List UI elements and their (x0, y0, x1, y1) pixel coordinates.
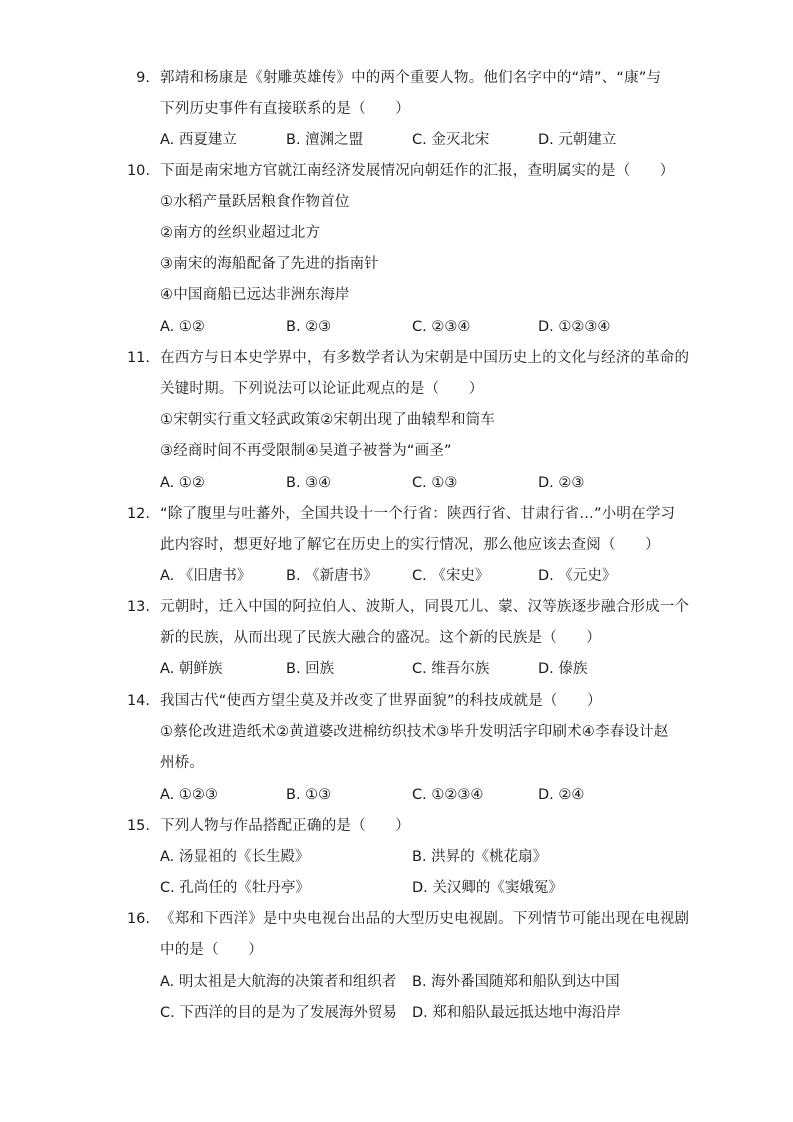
option-d: D. 郑和船队最远抵达地中海沿岸 (412, 1005, 621, 1021)
question-number: 14. (126, 693, 150, 709)
option-c: C. 《宋史》 (412, 568, 490, 584)
option-a: A. ①② (160, 475, 205, 491)
question-stem-line: “除了腹里与吐蕃外，全国共设十一个行省：陕西行省、甘肃行省…”小明在学习 (160, 506, 676, 522)
option-b: B. 《新唐书》 (286, 568, 378, 584)
question-stem-line: 新的民族，从而出现了民族大融合的盛况。这个新的民族是（ ） (160, 630, 601, 646)
option-c: C. 孔尚任的《牡丹亭》 (160, 880, 310, 896)
option-c: C. ②③④ (412, 319, 471, 335)
question-number: 9. (136, 70, 150, 86)
question-stem-line: 在西方与日本史学界中，有多数学者认为宋朝是中国历史上的文化与经济的革命的 (160, 350, 690, 366)
option-b: B. ③④ (286, 475, 332, 491)
option-a: A. 《旧唐书》 (160, 568, 252, 584)
option-d: D. ②④ (538, 787, 585, 803)
question-stem-line: 下列人物与作品搭配正确的是（ ） (160, 818, 410, 834)
option-a: A. 明太祖是大航海的决策者和组织者 (160, 974, 397, 990)
question-number: 13. (126, 599, 150, 615)
option-a: A. 西夏建立 (160, 132, 237, 148)
option-d: D. 《元史》 (538, 568, 617, 584)
option-b: B. 回族 (286, 661, 335, 677)
question-stem-line: ②南方的丝织业超过北方 (160, 225, 321, 241)
option-a: A. ①②③ (160, 787, 218, 803)
question-stem-line: 下面是南宋地方官就江南经济发展情况向朝廷作的汇报，查明属实的是（ ） (160, 163, 675, 179)
question-number: 10. (126, 163, 150, 179)
question-stem-line: 中的是（ ） (160, 942, 263, 958)
question-stem-line: 下列历史事件有直接联系的是（ ） (160, 101, 410, 117)
option-c: C. 金灭北宋 (412, 132, 490, 148)
option-c: C. ①③ (412, 475, 458, 491)
question-stem-line: 关键时期。下列说法可以论证此观点的是（ ） (160, 381, 484, 397)
question-stem-line: ①蔡伦改进造纸术②黄道婆改进棉纺织技术③毕升发明活字印刷术④李春设计赵 (160, 724, 669, 740)
option-b: B. 海外番国随郑和船队到达中国 (412, 974, 620, 990)
option-b: B. ②③ (286, 319, 332, 335)
option-d: D. 傣族 (538, 661, 588, 677)
option-c: C. 维吾尔族 (412, 661, 490, 677)
question-stem-line: ③经商时间不再受限制④吴道子被誉为“画圣” (160, 443, 452, 459)
question-stem-line: ③南宋的海船配备了先进的指南针 (160, 256, 379, 272)
question-stem-line: 州桥。 (160, 755, 205, 771)
question-number: 11. (126, 350, 150, 366)
option-d: D. ①②③④ (538, 319, 611, 335)
option-d: D. 元朝建立 (538, 132, 617, 148)
option-b: B. ①③ (286, 787, 332, 803)
question-number: 12. (126, 506, 150, 522)
option-b: B. 澶渊之盟 (286, 132, 364, 148)
option-a: A. 汤显祖的《长生殿》 (160, 849, 310, 865)
question-number: 15. (126, 818, 150, 834)
question-stem-line: 我国古代“使西方望尘莫及并改变了世界面貌”的科技成就是（ ） (160, 693, 602, 709)
question-stem-line: 元朝时，迁入中国的阿拉伯人、波斯人，同畏兀儿、蒙、汉等族逐步融合形成一个 (160, 599, 690, 615)
question-stem-line: ④中国商船已远达非洲东海岸 (160, 287, 350, 303)
question-stem-line: 《郑和下西洋》是中央电视台出品的大型历史电视剧。下列情节可能出现在电视剧 (160, 911, 690, 927)
option-b: B. 洪昇的《桃花扇》 (412, 849, 548, 865)
option-c: C. 下西洋的目的是为了发展海外贸易 (160, 1005, 397, 1021)
option-d: D. 关汉卿的《窦娥冤》 (412, 880, 563, 896)
question-stem-line: 郭靖和杨康是《射雕英雄传》中的两个重要人物。他们名字中的“靖”、“康”与 (160, 70, 662, 86)
option-d: D. ②③ (538, 475, 585, 491)
option-c: C. ①②③④ (412, 787, 484, 803)
question-stem-line: ①水稻产量跃居粮食作物首位 (160, 194, 350, 210)
option-a: A. 朝鲜族 (160, 661, 223, 677)
question-stem-line: ①宋朝实行重文轻武政策②宋朝出现了曲辕犁和筒车 (160, 412, 496, 428)
question-number: 16. (126, 911, 150, 927)
option-a: A. ①② (160, 319, 205, 335)
question-stem-line: 此内容时，想更好地了解它在历史上的实行情况，那么他应该去查阅（ ） (160, 537, 660, 553)
